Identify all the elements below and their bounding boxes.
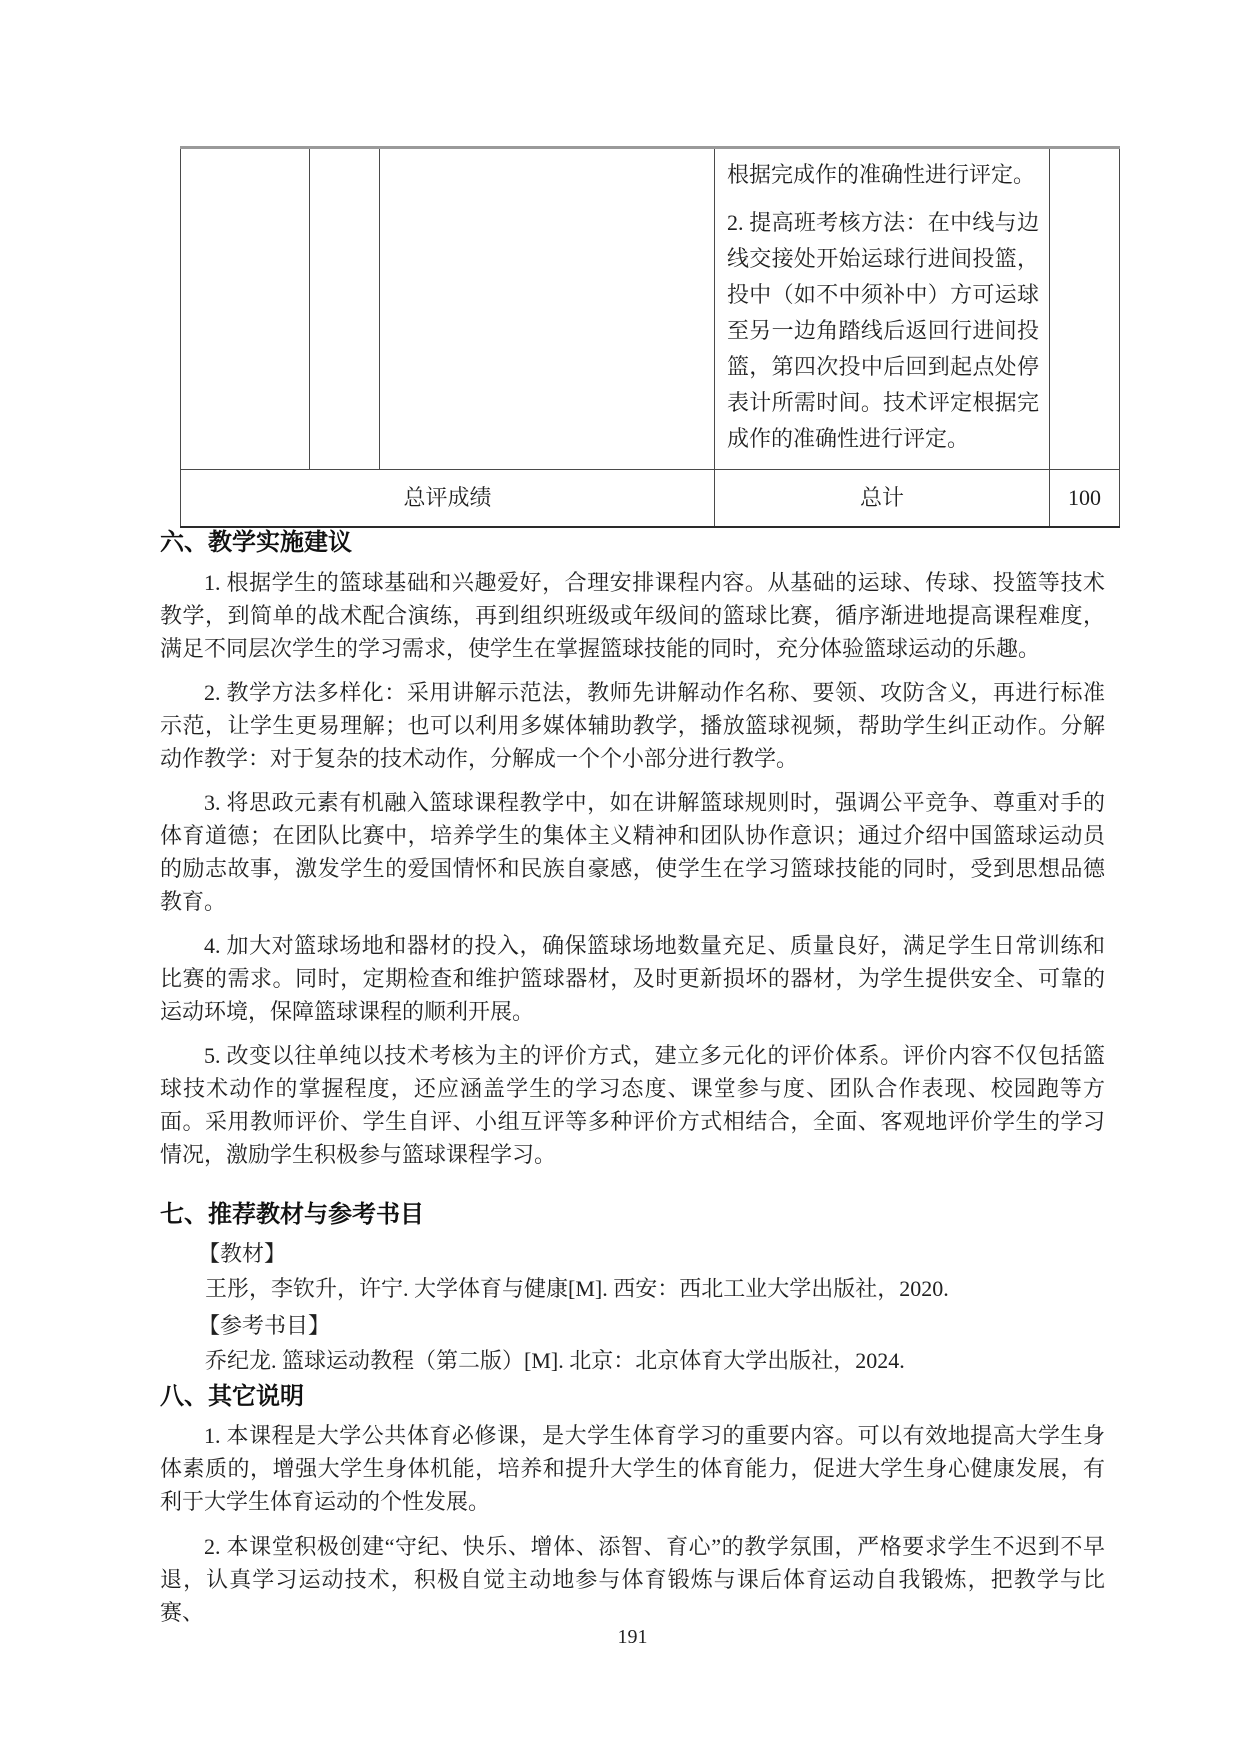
textbook-label: 【教材】 (198, 1241, 287, 1266)
empty-cell-category (181, 148, 310, 470)
teaching-paragraph-2: 2. 教学方法多样化：采用讲解示范法，教师先讲解动作名称、要领、攻防含义，再进行标准示范，让学生更易理解；也可以利用多媒体辅助教学，播放篮球视频，帮助学生纠正动作。分解动作教学：对于复杂的技术动作，分解成一个个小部分进行教学。 (160, 680, 1105, 771)
teaching-paragraph-3: 3. 将思政元素有机融入篮球课程教学中，如在讲解篮球规则时，强调公平竞争、尊重对手的体育道德；在团队比赛中，培养学生的集体主义精神和团队协作意识；通过介绍中国篮球运动员的励志故事，激发学生的爱国情怀和民族自豪感，使学生在学习篮球技能的同时，受到思想品德教育。 (160, 790, 1105, 914)
section-heading-recommended-materials: 七、推荐教材与参考书目 (160, 1201, 424, 1228)
table-row-summary (181, 470, 1120, 528)
document-body (160, 528, 1105, 1629)
assessment-method-continued-text: 根据完成作的准确性进行评定。 (727, 162, 1036, 187)
textbook-entry: 王彤，李钦升，许宁. 大学体育与健康[M]. 西安：西北工业大学出版社，2020. (205, 1276, 949, 1301)
reference-list-label: 【参考书目】 (198, 1313, 331, 1338)
teaching-paragraph-5: 5. 改变以往单纯以技术考核为主的评价方式，建立多元化的评价体系。评价内容不仅包括篮球技术动作的掌握程度，还应涵盖学生的学习态度、课堂参与度、团队合作表现、校园跑等方面。采用教师评价、学生自评、小组互评等多种评价方式相结合，全面、客观地评价学生的学习情况，激励学生积极参与篮球课程学习。 (160, 1043, 1105, 1167)
other-notes-paragraph-1: 1. 本课程是大学公共体育必修课，是大学生体育学习的重要内容。可以有效地提高大学生身体素质的，增强大学生身体机能，培养和提升大学生的体育能力，促进大学生身心健康发展，有利于大学生体育运动的个性发展。 (160, 1423, 1105, 1514)
empty-cell-content (380, 148, 715, 470)
total-score-cell: 100 (1050, 470, 1120, 528)
empty-cell-score (1050, 148, 1120, 470)
total-label-cell: 总计 (715, 470, 1050, 528)
assessment-method-advanced-text: 2. 提高班考核方法：在中线与边线交接处开始运球行进间投篮，投中（如不中须补中）方可运球至另一边角踏线后返回行进间投篮，第四次投中后回到起点处停表计所需时间。技术评定根据完成作的准确性进行评定。 (727, 210, 1039, 451)
table-row-assessment-detail (181, 148, 1120, 470)
assessment-score-table (180, 146, 1120, 528)
teaching-paragraph-1: 1. 根据学生的篮球基础和兴趣爱好，合理安排课程内容。从基础的运球、传球、投篮等技术教学，到简单的战术配合演练，再到组织班级或年级间的篮球比赛，循序渐进地提高课程难度，满足不同层次学生的学习需求，使学生在掌握篮球技能的同时，充分体验篮球运动的乐趣。 (160, 570, 1105, 661)
page-number: 191 (617, 1626, 648, 1648)
section-heading-teaching-implementation: 六、教学实施建议 (160, 529, 352, 556)
section-heading-other-notes: 八、其它说明 (160, 1383, 304, 1410)
assessment-method-cell (715, 148, 1050, 470)
overall-grade-label-cell: 总评成绩 (181, 470, 715, 528)
other-notes-paragraph-2: 2. 本课堂积极创建“守纪、快乐、增体、添智、育心”的教学氛围，严格要求学生不迟到不早退，认真学习运动技术，积极自觉主动地参与体育锻炼与课后体育运动自我锻炼，把教学与比赛、 (160, 1534, 1105, 1625)
reference-entry: 乔纪龙. 篮球运动教程（第二版）[M]. 北京：北京体育大学出版社，2024. (205, 1348, 905, 1373)
teaching-paragraph-4: 4. 加大对篮球场地和器材的投入，确保篮球场地数量充足、质量良好，满足学生日常训练和比赛的需求。同时，定期检查和维护篮球器材，及时更新损坏的器材，为学生提供安全、可靠的运动环境，保障篮球课程的顺利开展。 (160, 933, 1105, 1024)
empty-cell-weight (310, 148, 380, 470)
